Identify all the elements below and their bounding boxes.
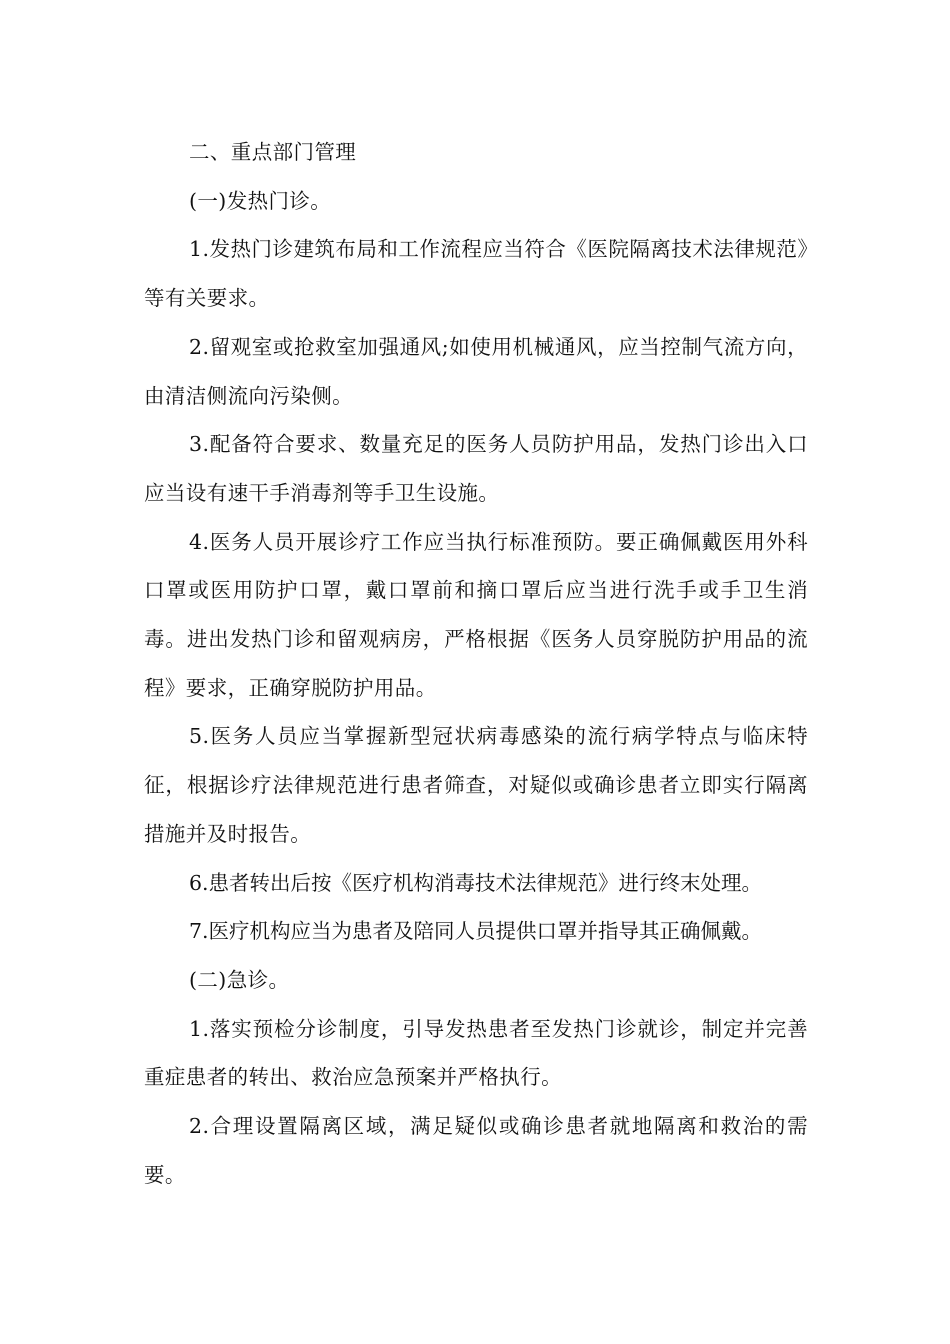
subsection-heading-fever-clinic: (一)发热门诊。 (189, 188, 332, 213)
paragraph-emergency-item-1: 1.落实预检分诊制度，引导发热患者至发热门诊就诊，制定并完善重症患者的转出、救治应急预案并严格执行。 (144, 1016, 808, 1090)
subsection-heading-emergency: (二)急诊。 (189, 967, 290, 992)
paragraph-item-3: 3.配备符合要求、数量充足的医务人员防护用品，发热门诊出入口应当设有速干手消毒剂等手卫生设施。 (144, 432, 808, 505)
paragraph-item-6: 6.患者转出后按《医疗机构消毒技术法律规范》进行终末处理。 (189, 870, 763, 895)
paragraph-item-7: 7.医疗机构应当为患者及陪同人员提供口罩并指导其正确佩戴。 (189, 919, 763, 944)
section-heading: 二、重点部门管理 (189, 140, 357, 164)
paragraph-item-2: 2.留观室或抢救室加强通风;如使用机械通风，应当控制气流方向，由清洁侧流向污染侧。 (144, 334, 808, 408)
paragraph-item-4: 4.医务人员开展诊疗工作应当执行标准预防。要正确佩戴医用外科口罩或医用防护口罩，戴口罩前和摘口罩后应当进行洗手或手卫生消毒。进出发热门诊和留观病房，严格根据《医务人员穿脱防护用品的流程》要求，正确穿脱防护用品。 (144, 529, 808, 700)
paragraph-item-1: 1.发热门诊建筑布局和工作流程应当符合《医院隔离技术法律规范》等有关要求。 (144, 237, 808, 311)
paragraph-item-5: 5.医务人员应当掌握新型冠状病毒感染的流行病学特点与临床特征，根据诊疗法律规范进行患者筛查，对疑似或确诊患者立即实行隔离措施并及时报告。 (144, 724, 808, 846)
document-body (144, 128, 808, 1199)
paragraph-emergency-item-2: 2.合理设置隔离区域，满足疑似或确诊患者就地隔离和救治的需要。 (144, 1114, 808, 1187)
